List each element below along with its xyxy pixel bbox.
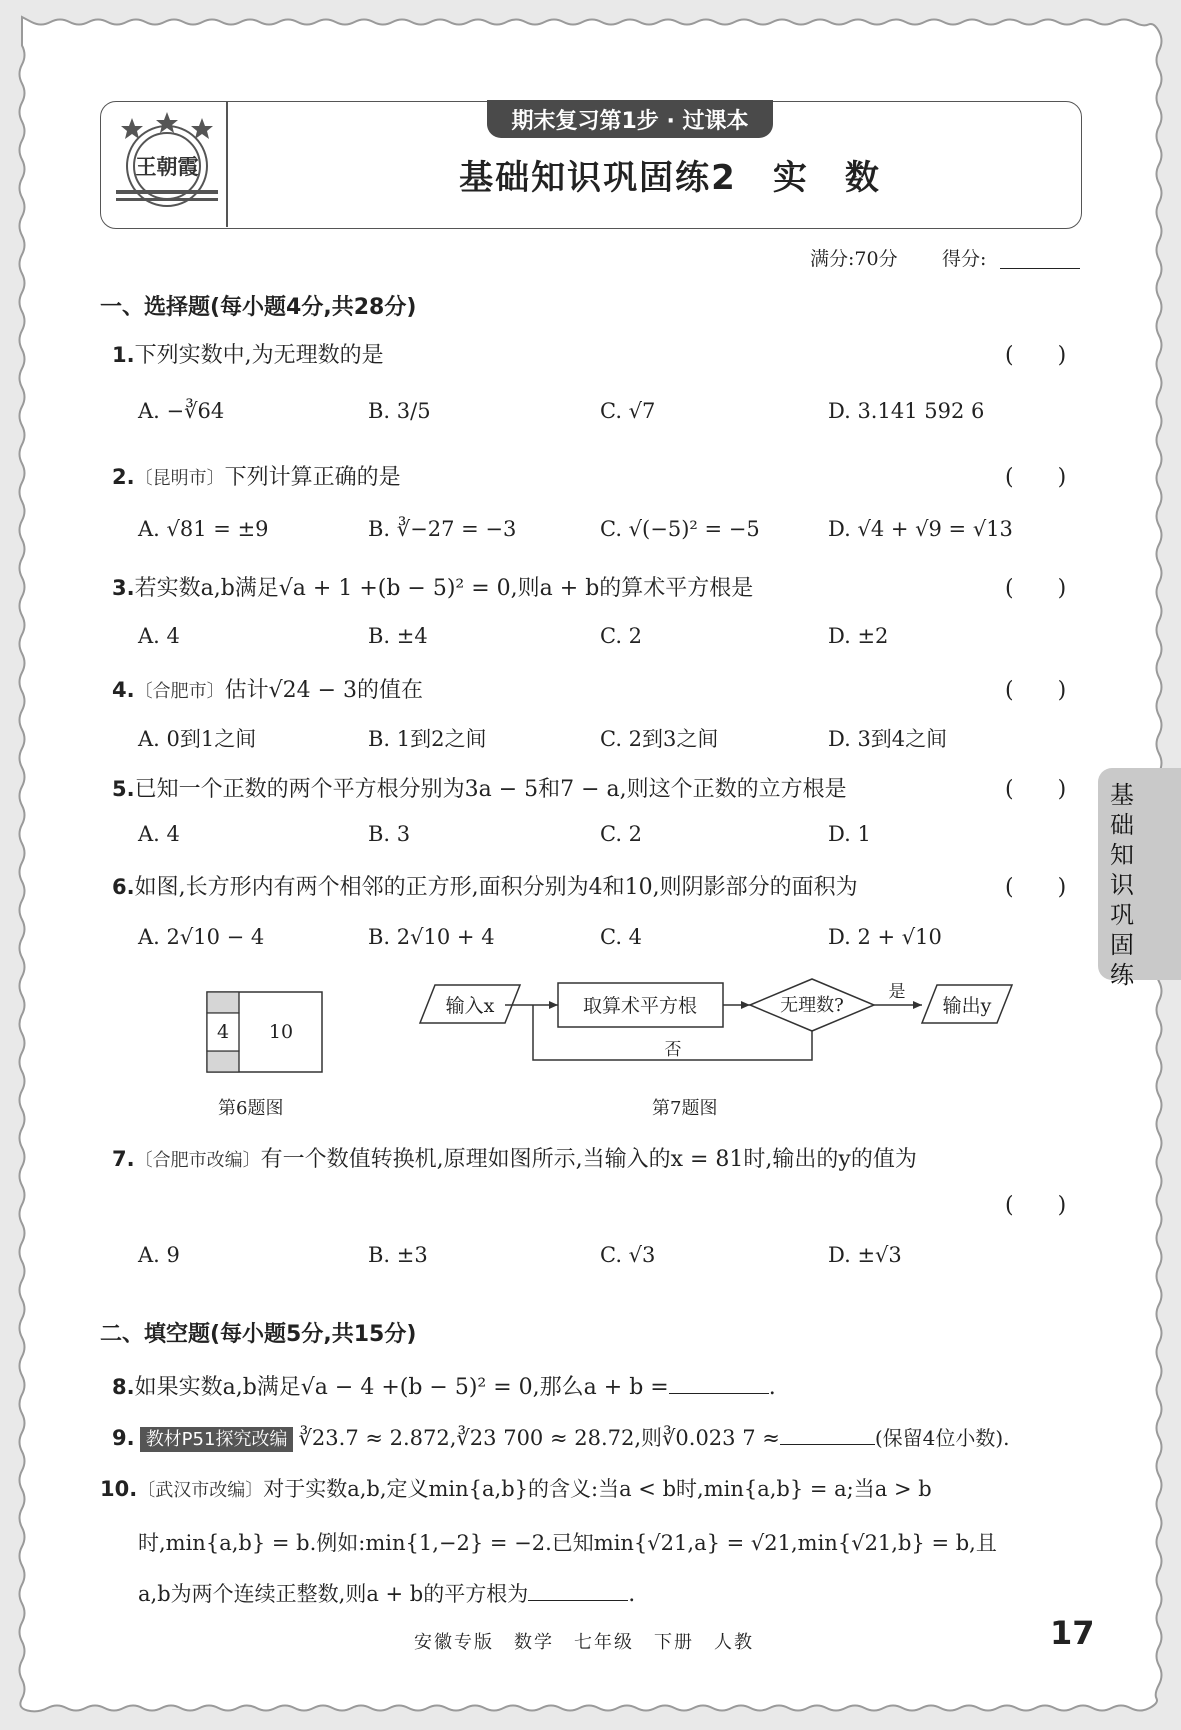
question-number: 7. (112, 1147, 135, 1171)
question-source: 〔武汉市改编〕 (137, 1480, 264, 1501)
footer-text: 安徽专版 数学 七年级 下册 人教 (414, 1632, 754, 1653)
option-a[interactable]: A. 4 (138, 822, 180, 846)
option-d[interactable]: D. 3.141 592 6 (828, 399, 985, 423)
question-source: 〔昆明市〕 (134, 468, 225, 489)
question-8 (112, 1370, 776, 1401)
output-label: 输出y (942, 995, 992, 1017)
question-9 (112, 1422, 1010, 1452)
question-source: 〔合肥市改编〕 (134, 1150, 261, 1171)
question-number: 6. (112, 875, 135, 899)
answer-paren[interactable]: ( ) (1005, 1193, 1067, 1218)
question-text: 已知一个正数的两个平方根分别为3a − 5和7 − a,则这个正数的立方根是 (134, 777, 847, 802)
question-end: . (628, 1582, 636, 1607)
process-label: 取算术平方根 (582, 995, 698, 1017)
option-a[interactable]: A. 0到1之间 (138, 727, 257, 751)
figure-6 (200, 985, 330, 1080)
option-d[interactable]: D. √4 + √9 = √13 (828, 517, 1013, 541)
question-number: 3. (112, 576, 135, 600)
answer-blank[interactable] (780, 1422, 875, 1445)
option-b[interactable]: B. 1到2之间 (368, 727, 487, 751)
option-b[interactable]: B. 3/5 (368, 399, 431, 423)
option-c[interactable]: C. √7 (600, 399, 656, 423)
question-number: 2. (112, 465, 135, 489)
option-b[interactable]: B. ±3 (368, 1243, 428, 1267)
question-text: 如果实数a,b满足√a − 4 +(b − 5)² = 0,那么a + b = (134, 1375, 669, 1400)
figure-6-caption: 第6题图 (218, 1098, 284, 1119)
option-c[interactable]: C. √3 (600, 1243, 656, 1267)
question-end: (保留4位小数). (874, 1426, 1010, 1450)
header-divider (226, 101, 228, 227)
section-title-fill: 二、填空题(每小题5分,共15分) (100, 1322, 417, 1347)
option-a[interactable]: A. −∛64 (138, 399, 225, 423)
question-text-line3: a,b为两个连续正整数,则a + b的平方根为 (138, 1582, 529, 1606)
option-c[interactable]: C. 2 (600, 822, 643, 846)
question-10 (100, 1473, 932, 1503)
question-number: 4. (112, 678, 135, 702)
option-a[interactable]: A. 2√10 − 4 (138, 925, 265, 949)
question-10-line3 (138, 1578, 635, 1608)
question-text: ∛23.7 ≈ 2.872,∛23 700 ≈ 28.72,则∛0.023 7 ≈ (298, 1426, 780, 1450)
question-text-line1: 对于实数a,b,定义min{a,b}的含义:当a < b时,min{a,b} = a;当a > b (263, 1477, 932, 1501)
option-a[interactable]: A. 9 (138, 1243, 180, 1267)
option-b[interactable]: B. ∛−27 = −3 (368, 517, 517, 541)
option-a[interactable]: A. √81 = ±9 (138, 517, 269, 541)
question-6 (112, 870, 858, 901)
answer-paren[interactable]: ( ) (1005, 576, 1067, 601)
page-number: 17 (1050, 1614, 1095, 1652)
small-square-label: 4 (216, 1021, 230, 1043)
option-b[interactable]: B. ±4 (368, 624, 428, 648)
question-5 (112, 772, 847, 803)
option-d[interactable]: D. 3到4之间 (828, 727, 948, 751)
source-badge: 教材P51探究改编 (140, 1427, 294, 1452)
question-text-line2: 时,min{a,b} = b.例如:min{1,−2} = −2.已知min{√21,a} = √21,min{√21,b} = b,且 (138, 1531, 997, 1555)
shaded-bottom (207, 1051, 239, 1072)
option-c[interactable]: C. 4 (600, 925, 643, 949)
question-text: 下列实数中,为无理数的是 (134, 343, 384, 368)
question-4 (112, 673, 423, 704)
option-d[interactable]: D. 1 (828, 822, 871, 846)
option-c[interactable]: C. 2 (600, 624, 643, 648)
answer-paren[interactable]: ( ) (1005, 678, 1067, 703)
score-label: 得分: (942, 248, 987, 270)
question-text: 下列计算正确的是 (224, 465, 401, 490)
figure-7-caption: 第7题图 (652, 1098, 718, 1119)
section-title-choice: 一、选择题(每小题4分,共28分) (100, 295, 417, 320)
answer-paren[interactable]: ( ) (1005, 465, 1067, 490)
question-3 (112, 571, 753, 602)
question-number: 8. (112, 1375, 135, 1399)
option-d[interactable]: D. 2 + √10 (828, 925, 942, 949)
yes-label: 是 (888, 982, 906, 1002)
full-score: 满分:70分 (810, 248, 898, 270)
answer-blank[interactable] (528, 1578, 628, 1601)
side-tab-label: 基 础 知 识 巩 固 练 (1110, 781, 1134, 989)
decision-label: 无理数? (780, 995, 844, 1016)
answer-blank[interactable] (669, 1371, 769, 1394)
answer-paren[interactable]: ( ) (1005, 343, 1067, 368)
score-blank[interactable] (1000, 244, 1080, 269)
option-b[interactable]: B. 2√10 + 4 (368, 925, 495, 949)
big-square-label: 10 (268, 1021, 294, 1043)
question-text: 若实数a,b满足√a + 1 +(b − 5)² = 0,则a + b的算术平方根是 (134, 576, 754, 601)
logo-text: 王朝霞 (135, 154, 199, 179)
question-number: 9. (112, 1426, 135, 1450)
input-label: 输入x (445, 995, 495, 1017)
shaded-top (207, 992, 239, 1013)
header-banner: 期末复习第1步 · 过课本 (487, 100, 773, 138)
brand-logo (112, 108, 222, 220)
question-text: 估计√24 − 3的值在 (224, 678, 424, 703)
question-text: 有一个数值转换机,原理如图所示,当输入的x = 81时,输出的y的值为 (260, 1147, 917, 1172)
page-title: 基础知识巩固练2 实 数 (459, 158, 881, 198)
figure-7-flowchart (415, 975, 1015, 1070)
option-d[interactable]: D. ±√3 (828, 1243, 902, 1267)
question-2 (112, 460, 401, 491)
answer-paren[interactable]: ( ) (1005, 777, 1067, 802)
no-label: 否 (664, 1040, 682, 1060)
question-7 (112, 1142, 917, 1173)
option-d[interactable]: D. ±2 (828, 624, 889, 648)
question-text: 如图,长方形内有两个相邻的正方形,面积分别为4和10,则阴影部分的面积为 (134, 875, 858, 900)
option-b[interactable]: B. 3 (368, 822, 411, 846)
question-number: 5. (112, 777, 135, 801)
option-c[interactable]: C. √(−5)² = −5 (600, 517, 760, 541)
option-a[interactable]: A. 4 (138, 624, 180, 648)
option-c[interactable]: C. 2到3之间 (600, 727, 719, 751)
question-number: 1. (112, 343, 135, 367)
question-source: 〔合肥市〕 (134, 681, 225, 702)
answer-paren[interactable]: ( ) (1005, 875, 1067, 900)
question-1 (112, 338, 384, 369)
question-number: 10. (100, 1477, 138, 1501)
question-end: . (768, 1375, 776, 1400)
